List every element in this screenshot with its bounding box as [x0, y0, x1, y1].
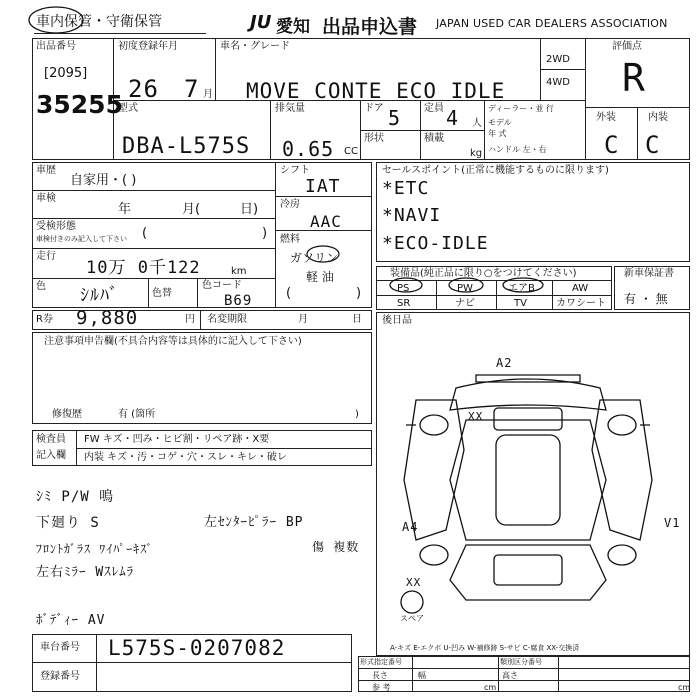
- divider: [32, 248, 275, 249]
- divider: [637, 107, 638, 160]
- checker-label-2: 記入欄: [36, 450, 66, 461]
- equip-pw: PW: [457, 283, 473, 294]
- color-value: ｼﾙﾊﾞ: [80, 285, 119, 306]
- divider: [484, 100, 485, 160]
- divider: [558, 656, 559, 692]
- remark-5: 傷 複数: [312, 540, 360, 554]
- checker-label-1: 検査員: [36, 434, 66, 445]
- divider: [552, 280, 553, 310]
- divider: [200, 310, 201, 330]
- shape-label: 形状: [364, 133, 384, 144]
- model-value: MOVE CONTE ECO IDLE: [246, 79, 506, 103]
- sales-label: セールスポイント(正常に機能するものに限ります): [382, 165, 609, 176]
- remark-4: ﾌﾛﾝﾄｶﾞﾗｽ ﾜｲﾊﾟｰｷｽﾞ: [36, 542, 154, 556]
- chassis-label: 車台番号: [40, 642, 80, 653]
- divider: [215, 38, 216, 100]
- divider: [412, 656, 413, 692]
- recycle-unit: 円: [185, 314, 195, 325]
- name-change-month: 月: [298, 314, 308, 325]
- shift-label: シフト: [280, 165, 310, 176]
- divider: [275, 162, 276, 308]
- registration-label: 初度登録年月: [118, 41, 178, 52]
- recycle-label: R券: [36, 314, 53, 325]
- interior-grade: C: [645, 131, 661, 159]
- form-title: 出品申込書: [322, 16, 418, 38]
- lot-bracket: [2095]: [44, 66, 88, 81]
- equip-aw: AW: [572, 283, 589, 294]
- cm-unit: cm: [484, 683, 497, 692]
- color-code-label: 色コード: [202, 280, 242, 291]
- rating-label: 評価点: [612, 41, 642, 52]
- capacity-value: 4: [446, 106, 460, 130]
- interior-label: 内装: [648, 112, 668, 123]
- org-name: 愛知: [276, 17, 310, 37]
- shape-number-label: 形式指定番号: [360, 658, 402, 666]
- mileage-label: 走行: [36, 251, 56, 262]
- divider: [148, 278, 149, 308]
- damage-a4: A4: [402, 520, 419, 534]
- divider: [96, 634, 97, 692]
- notes-label: 注意事項申告欄(不具合内容等は具体的に記入して下さい): [44, 336, 302, 347]
- color-label: 色: [36, 281, 46, 292]
- sales-item-1: *ETC: [382, 178, 430, 199]
- spare-label: スペア: [400, 614, 424, 623]
- fuel-diesel: 軽 油: [306, 270, 334, 284]
- rating-value: R: [622, 56, 646, 100]
- length-label: 長さ: [372, 671, 388, 680]
- dealer-line4: ハンドル 左・右: [488, 145, 547, 154]
- class-number-label: 類別区分番号: [500, 658, 542, 666]
- equip-airbag: エアB: [508, 283, 535, 294]
- divider: [585, 38, 586, 160]
- equip-sr: SR: [397, 298, 411, 309]
- divider: [32, 218, 275, 219]
- divider: [420, 130, 421, 160]
- remark-6: 左右ﾐﾗｰ Wｽﾚﾑﾗ: [36, 565, 135, 580]
- dealer-line2: モデル: [488, 118, 512, 127]
- damage-xx-front: XX: [468, 410, 484, 423]
- repair-close: ): [355, 409, 359, 420]
- equip-navi: ナビ: [455, 298, 475, 309]
- received-note: 車検付きのみ記入して下さい: [36, 235, 127, 243]
- lot-label: 出品番号: [36, 41, 76, 52]
- association-name: JAPAN USED CAR DEALERS ASSOCIATION: [436, 17, 668, 30]
- sales-item-3: *ECO-IDLE: [382, 233, 489, 254]
- damage-legend: A-キズ E-エクボ U-凹み W-補修跡 S-サビ C-腐食 XX-交換済: [390, 644, 580, 652]
- registration-year: 26: [128, 75, 159, 103]
- cm-unit-2: cm: [678, 683, 691, 692]
- inspection-day: 日): [240, 202, 259, 217]
- doors-label: ドア: [364, 103, 384, 114]
- capacity-unit: 人: [472, 118, 482, 129]
- equip-leather: カワシート: [556, 298, 606, 309]
- divider: [360, 130, 484, 131]
- drive-2wd: 2WD: [546, 54, 570, 65]
- color-code-value: B69: [224, 293, 253, 309]
- car-diagram: [376, 340, 690, 640]
- storage-underline: [34, 33, 206, 34]
- exterior-label: 外装: [596, 112, 616, 123]
- exterior-grade: C: [604, 131, 620, 159]
- divider: [358, 668, 690, 669]
- divider: [358, 680, 690, 681]
- history-label: 車歴: [36, 165, 56, 176]
- received-label: 受検形態: [36, 221, 76, 232]
- rear-label: 後日品: [382, 315, 412, 326]
- reg-number-label: 登録番号: [40, 671, 80, 682]
- load-label: 積載: [424, 133, 444, 144]
- reference-label: 参 考: [372, 683, 391, 692]
- ac-label: 冷房: [280, 199, 300, 210]
- divider: [540, 69, 585, 70]
- capacity-label: 定員: [424, 103, 444, 114]
- damage-xx-rear: XX: [406, 576, 422, 589]
- divider: [498, 656, 499, 692]
- fuel-gas: ガソリン: [290, 251, 339, 265]
- remark-1: ｼﾐ P/W 鳴: [36, 489, 115, 505]
- gas-circle: [305, 244, 341, 264]
- warranty-value: 有 ・ 無: [624, 292, 668, 306]
- type-value: DBA-L575S: [122, 134, 251, 159]
- name-change-day: 日: [352, 314, 362, 325]
- displacement-label: 排気量: [275, 103, 305, 114]
- inspection-label: 車検: [36, 193, 56, 204]
- fuel-open: (: [286, 286, 292, 301]
- height-label: 高さ: [502, 671, 518, 680]
- recycle-value: 9,880: [76, 307, 139, 329]
- dealer-line3: 年 式: [488, 129, 507, 138]
- equip-ps: PS: [397, 283, 410, 294]
- warranty-label: 新車保証書: [624, 268, 674, 279]
- ac-value: AAC: [310, 212, 342, 231]
- checker-row-1: FW キズ・凹み・ヒビ割・リペア跡・X要: [84, 434, 270, 445]
- width-label: 幅: [418, 671, 426, 680]
- doors-value: 5: [388, 106, 402, 130]
- displacement-unit: CC: [344, 146, 358, 157]
- history-value: 自家用・( ): [70, 173, 137, 188]
- drive-4wd: 4WD: [546, 77, 570, 88]
- mileage-value: 10万 0千122: [86, 258, 201, 278]
- damage-a2: A2: [496, 356, 513, 370]
- received-open: (: [142, 226, 148, 241]
- remark-3: 左ｾﾝﾀｰﾋﾟﾗｰ BP: [204, 515, 304, 530]
- type-label: 型式: [118, 103, 138, 114]
- repair-label: 修復歴: [52, 409, 82, 420]
- storage-label: 車内保管・守衛保管: [36, 14, 162, 30]
- divider: [197, 278, 198, 308]
- dealer-line1: ディーラー・並 行: [488, 104, 554, 113]
- damage-v1: V1: [664, 516, 681, 530]
- remark-7: ﾎﾞﾃﾞｨｰ AV: [36, 613, 106, 628]
- equip-tv: TV: [514, 298, 527, 309]
- registration-month: 7: [184, 75, 200, 103]
- fuel-label: 燃料: [280, 234, 300, 245]
- storage-circle: [28, 4, 88, 36]
- divider: [270, 100, 271, 160]
- divider: [420, 100, 421, 130]
- color-change-label: 色替: [152, 288, 172, 299]
- chassis-number: L575S-0207082: [108, 636, 286, 660]
- sales-item-2: *NAVI: [382, 205, 442, 226]
- divider: [76, 448, 372, 449]
- inspection-month: 月(: [182, 202, 201, 217]
- checker-row-2: 内装 キズ・汚・コゲ・穴・スレ・キレ・破レ: [84, 452, 287, 463]
- ju-logo: JU: [250, 12, 272, 33]
- divider: [376, 295, 612, 296]
- inspection-year: 年: [118, 202, 132, 217]
- shift-value: IAT: [305, 176, 341, 197]
- model-label: 車名・グレード: [220, 41, 290, 52]
- fuel-close: ): [356, 286, 362, 301]
- lot-number: 35255: [36, 90, 123, 119]
- repair-has: 有 (箇所: [118, 409, 156, 420]
- load-unit: kg: [470, 148, 483, 159]
- equipment-circles: [386, 276, 546, 294]
- displacement-value: 0.65: [282, 137, 335, 161]
- mileage-unit: km: [231, 266, 247, 277]
- received-close: ): [262, 226, 268, 241]
- month-unit: 月: [203, 89, 213, 100]
- equipment-label: 装備品(純正品に限り○をつけてください): [390, 268, 577, 279]
- remark-2: 下廻り S: [36, 515, 100, 531]
- divider: [32, 190, 275, 191]
- divider: [32, 662, 352, 663]
- name-change-label: 名変期限: [207, 314, 247, 325]
